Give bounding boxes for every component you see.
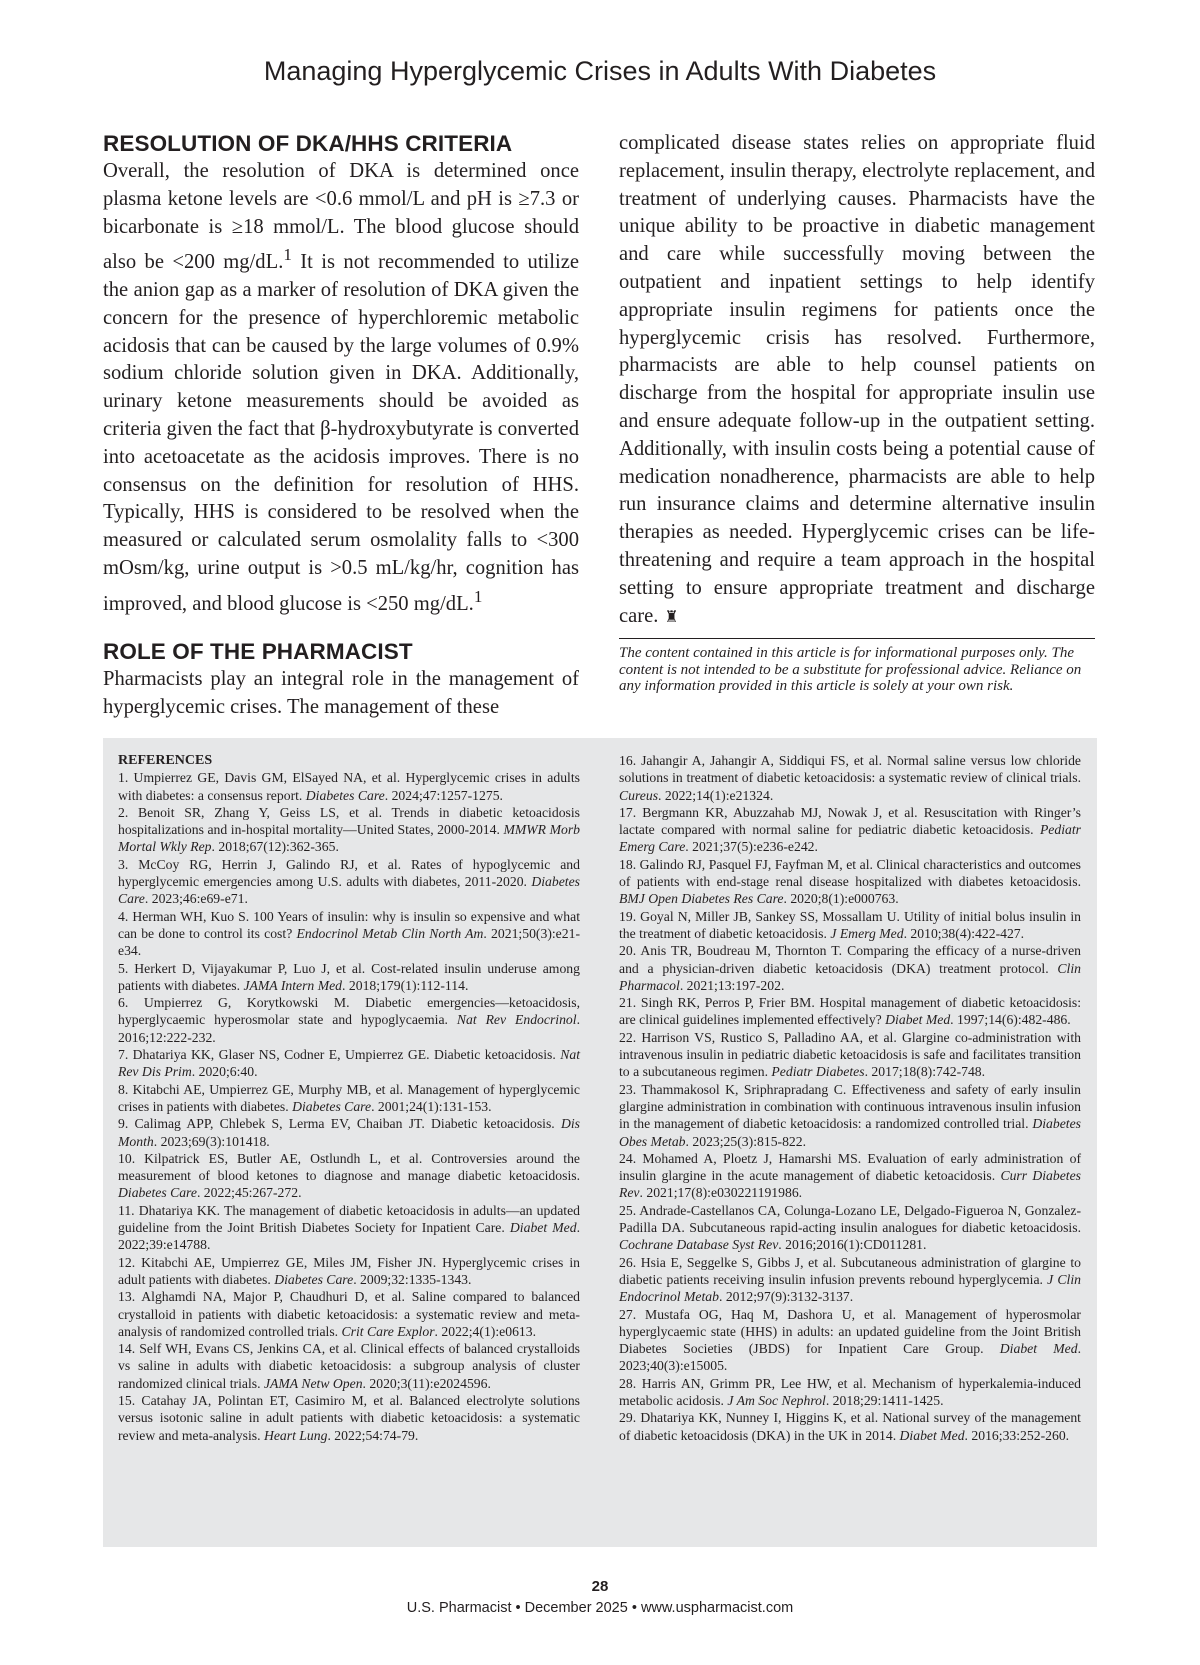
reference-item (118, 1392, 580, 1444)
reference-authors-title: 29. Dhatariya KK, Nunney I, Higgins K, et al. National survey of the management of diabetic ketoacidosis (DKA) in the UK in 2014. (619, 1410, 1081, 1443)
reference-citation: . 2017;18(8):742-748. (864, 1064, 986, 1080)
section-heading-resolution: RESOLUTION OF DKA/HHS CRITERIA (103, 131, 513, 156)
reference-item (619, 1202, 1081, 1254)
reference-authors-title: 15. Catahay JA, Polintan ET, Casimiro M, et al. Balanced electrolyte solutions versus isotonic saline in adult patients with diabetic ketoacidosis: a systematic review and meta-analysis. (118, 1392, 580, 1443)
reference-authors-title: 25. Andrade-Castellanos CA, Colunga-Lozano LE, Delgado-Figueroa N, Gonzalez-Padilla DA. Subcutaneous rapid-acting insulin analogues for diabetic ketoacidosis. (619, 1202, 1081, 1236)
reference-citation: . 2020;3(11):e2024596. (362, 1375, 491, 1391)
reference-item (118, 1202, 580, 1254)
reference-citation: . 2018;179(1):112-114. (342, 977, 469, 993)
reference-item (118, 960, 580, 995)
reference-journal: Curr Diabetes Rev (619, 1168, 1082, 1201)
disclaimer-rule (619, 638, 1095, 639)
reference-journal: Diabetes Care (274, 1271, 354, 1287)
reference-authors-title: 28. Harris AN, Grimm PR, Lee HW, et al. Mechanism of hyperkalemia-induced metabolic acidosis. (619, 1375, 1081, 1408)
reference-authors-title: 26. Hsia E, Seggelke S, Gibbs J, et al. Subcutaneous administration of glargine to diabetic patients receiving insulin infusion prevents rebound hyperglycemia. (619, 1254, 1081, 1287)
reference-journal: Crit Care Explor (341, 1323, 435, 1339)
reference-journal: Pediatr Diabetes (771, 1064, 865, 1080)
reference-citation: . 2023;69(3):101418. (153, 1133, 270, 1149)
reference-item (619, 1306, 1081, 1375)
reference-item (118, 804, 580, 856)
reference-journal: Nat Rev Dis Prim (118, 1047, 580, 1080)
reference-item (118, 1150, 580, 1202)
reference-citation: . 2021;37(5):e236-e242. (685, 839, 818, 855)
reference-item (619, 804, 1081, 856)
page-number: 28 (591, 1578, 609, 1595)
reference-journal: Diabetes Obes Metab (619, 1116, 1081, 1149)
reference-citation: . 2016;12:222-232. (118, 1012, 580, 1045)
reference-citation: . 2020;6:40. (191, 1064, 258, 1080)
reference-item (619, 1409, 1081, 1444)
pharmacist-paragraph-start: Pharmacists play an integral role in the management of hyperglycemic crises. The management of these (103, 668, 579, 719)
reference-item (118, 856, 580, 908)
reference-citation: . 2022;39:e14788. (118, 1220, 580, 1253)
citation-sup: 1 (473, 586, 483, 606)
reference-authors-title: 5. Herkert D, Vijayakumar P, Luo J, et al. Cost-related insulin underuse among patients with diabetes. (118, 960, 580, 993)
reference-authors-title: 18. Galindo RJ, Pasquel FJ, Fayfman M, et al. Clinical characteristics and outcomes of patients with end-stage renal disease hospitalized with diabetes ketoacidosis. (619, 856, 1081, 890)
reference-authors-title: 23. Thammakosol K, Sriphrapradang C. Effectiveness and safety of early insulin glargine administration in combination with continuous intravenous insulin infusion in the management of diabetic ketoacidosis: a randomized controlled trial. (619, 1081, 1081, 1132)
reference-item (619, 752, 1081, 804)
reference-citation: . 2016;33:252-260. (964, 1427, 1070, 1443)
reference-item (619, 994, 1081, 1029)
reference-journal: MMWR Morb Mortal Wkly Rep (118, 822, 580, 855)
reference-journal: Diabetes Care (118, 1185, 197, 1201)
reference-citation: . 2022;45:267-272. (196, 1185, 302, 1201)
reference-citation: . 2012;97(9):3132-3137. (718, 1289, 854, 1305)
reference-authors-title: 24. Mohamed A, Ploetz J, Hamarshi MS. Evaluation of early administration of insulin glargine in the acute management of diabetic ketoacidosis. (619, 1150, 1081, 1184)
disclaimer-text: The content contained in this article is for informational purposes only. The content is not intended to be a substitute for professional advice. Reliance on any information provided in this article is solely at your own risk. (619, 645, 1082, 695)
reference-authors-title: 21. Singh RK, Perros P, Frier BM. Hospital management of diabetic ketoacidosis: are clinical guidelines implemented effectively? (619, 995, 1081, 1028)
reference-citation: . 2023;46:e69-e71. (144, 891, 248, 907)
reference-citation: . 2022;54:74-79. (327, 1427, 419, 1443)
citation-sup: 1 (283, 245, 292, 265)
reference-authors-title: 10. Kilpatrick ES, Butler AE, Ostlundh L, et al. Controversies around the measurement of blood ketones to diagnose and manage diabetic ketoacidosis. (118, 1150, 580, 1184)
references-heading: REFERENCES (118, 753, 213, 768)
reference-citation: . 1997;14(6):482-486. (950, 1012, 1071, 1028)
reference-citation: . 2023;25(3):815-822. (685, 1133, 807, 1149)
reference-journal: Clin Pharmacol (619, 960, 1081, 993)
reference-journal: Dis Month (118, 1116, 580, 1149)
reference-journal: Diabetes Care (305, 787, 385, 803)
reference-citation: . 2018;29:1411-1425. (825, 1392, 944, 1408)
reference-journal: BMJ Open Diabetes Res Care (619, 891, 784, 907)
reference-authors-title: 17. Bergmann KR, Abuzzahab MJ, Nowak J, et al. Resuscitation with Ringer’s lactate compared with normal saline for pediatric diabetic ketoacidosis. (619, 804, 1081, 838)
reference-authors-title: 6. Umpierrez G, Korytkowski M. Diabetic emergencies—ketoacidosis, hyperglycaemic hyperosmolar state and hypoglycaemia. (118, 995, 580, 1028)
reference-journal: J Emerg Med (830, 925, 904, 941)
reference-item (619, 908, 1081, 943)
reference-item (118, 1288, 580, 1340)
reference-authors-title: 14. Self WH, Evans CS, Jenkins CA, et al. Clinical effects of balanced crystalloids vs saline in adults with diabetic ketoacidosis: a subgroup analysis of cluster randomized clinical trials. (118, 1341, 580, 1391)
reference-item (619, 1029, 1081, 1081)
reference-authors-title: 19. Goyal N, Miller JB, Sankey SS, Mossallam U. Utility of initial bolus insulin in the treatment of diabetic ketoacidosis. (619, 908, 1081, 941)
resolution-text-b: It is not recommended to utilize the anion gap as a marker of resolution of DKA given the concern for the presence of hyperchloremic metabolic acidosis that can be caused by the large volumes of 0.9% sodium chloride solution given in DKA. Additionally, urinary ketone measurements should be avoided as criteria given the fact that β-hydroxybutyrate is converted into acetoacetate as the acidosis improves. There is no consensus on the definition for resolution of HHS. Typically, HHS is considered to be resolved when the measured or calculated serum osmolality falls to <300 mOsm/kg, urine output is >0.5 mL/kg/hr, cognition has improved, and blood glucose is <250 mg/dL. (103, 251, 579, 615)
reference-authors-title: 1. Umpierrez GE, Davis GM, ElSayed NA, et al. Hyperglycemic crises in adults with diabetes: a consensus report. (118, 770, 580, 803)
reference-journal: JAMA Intern Med (243, 977, 343, 993)
reference-journal: J Clin Endocrinol Metab (619, 1271, 1082, 1305)
reference-authors-title: 20. Anis TR, Boudreau M, Thornton T. Comparing the efficacy of a nurse-driven and a physician-driven diabetic ketoacidosis (DKA) treatment protocol. (619, 943, 1081, 976)
reference-journal: Diabetes Care (118, 874, 580, 907)
reference-item (118, 908, 580, 960)
reference-authors-title: 8. Kitabchi AE, Umpierrez GE, Murphy MB, et al. Management of hyperglycemic crises in patients with diabetes. (118, 1081, 580, 1114)
reference-journal: Endocrinol Metab Clin North Am (296, 925, 484, 941)
reference-item (118, 1046, 580, 1081)
reference-authors-title: 3. McCoy RG, Herrin J, Galindo RJ, et al. Rates of hypoglycemic and hyperglycemic emergencies among U.S. adults with diabetes, 2011-2020. (118, 856, 580, 890)
reference-item (118, 1081, 580, 1116)
reference-citation: . 2016;2016(1):CD011281. (778, 1237, 927, 1253)
reference-citation: . 2009;32:1335-1343. (353, 1271, 472, 1287)
reference-authors-title: 22. Harrison VS, Rustico S, Palladino AA, et al. Glargine co-administration with intravenous insulin in pediatric diabetic ketoacidosis is safe and facilitates transition to a subcutaneous regimen. (619, 1029, 1081, 1080)
reference-authors-title: 13. Alghamdi NA, Major P, Chaudhuri D, et al. Saline compared to balanced crystalloid in patients with diabetic ketoacidosis: a systematic review and meta-analysis of randomized controlled trials. (118, 1289, 580, 1339)
references-box (103, 738, 1097, 1547)
reference-authors-title: 7. Dhatariya KK, Glaser NS, Codner E, Umpierrez GE. Diabetic ketoacidosis. (118, 1047, 561, 1063)
reference-journal: Diabet Med (999, 1341, 1078, 1357)
reference-journal: Cochrane Database Syst Rev (619, 1237, 779, 1253)
references-column-left (118, 752, 580, 1444)
reference-citation: . 2021;17(8):e030221191986. (639, 1185, 803, 1201)
reference-journal: Pediatr Emerg Care (619, 822, 1081, 855)
footer-publication-line: U.S. Pharmacist • December 2025 • www.uspharmacist.com (406, 1600, 794, 1616)
reference-item (619, 1081, 1081, 1150)
reference-item (118, 1340, 580, 1392)
running-title: Managing Hyperglycemic Crises in Adults With Diabetes (263, 56, 937, 86)
reference-citation: . 2018;67(12):362-365. (211, 839, 339, 855)
reference-journal: Heart Lung (263, 1427, 328, 1443)
reference-journal: Diabetes Care (292, 1098, 372, 1114)
reference-authors-title: 11. Dhatariya KK. The management of diabetic ketoacidosis in adults—an updated guideline from the Joint British Diabetes Society for Inpatient Care. (118, 1202, 580, 1236)
references-column-right (619, 752, 1081, 1444)
reference-item (118, 769, 580, 804)
reference-citation: . 2021;50(3):e21-e34. (118, 925, 581, 959)
reference-citation: . 2010;38(4):422-427. (903, 925, 1025, 941)
left-column (103, 130, 579, 722)
reference-citation: . 2022;14(1):e21324. (658, 787, 774, 803)
reference-authors-title: 12. Kitabchi AE, Umpierrez GE, Miles JM, Fisher JN. Hyperglycemic crises in adult patients with diabetes. (118, 1254, 580, 1287)
pharmacist-text: complicated disease states relies on appropriate fluid replacement, insulin therapy, electrolyte replacement, and treatment of underlying causes. Pharmacists have the unique ability to be proactive in diabetic management and care while successfully moving between the outpatient and inpatient settings to help identify appropriate insulin regimens for patients once the hyperglycemic crisis has resolved. Furthermore, pharmacists are able to help counsel patients on discharge from the hospital for appropriate insulin use and ensure adequate follow-up in the outpatient setting. Additionally, with insulin costs being a potential cause of medication nonadherence, pharmacists are able to help run insurance claims and determine alternative insulin therapies as needed. Hyperglycemic crises can be life-threatening and require a team approach in the hospital setting to ensure appropriate treatment and discharge care. (619, 132, 1095, 627)
reference-journal: Diabet Med (885, 1012, 951, 1028)
reference-item (619, 1150, 1081, 1202)
reference-authors-title: 9. Calimag APP, Chlebek S, Lerma EV, Chaiban JT. Diabetic ketoacidosis. (118, 1116, 561, 1132)
resolution-text-a: Overall, the resolution of DKA is determined once plasma ketone levels are <0.6 mmol/L and pH is ≥7.3 or bicarbonate is ≥18 mmol/L. The blood glucose should also be <200 mg/dL. (103, 160, 579, 274)
reference-authors-title: 4. Herman WH, Kuo S. 100 Years of insulin: why is insulin so expensive and what can be done to control its cost? (118, 908, 580, 941)
reference-item (619, 942, 1081, 994)
end-of-article-icon: ♜ (664, 606, 679, 626)
reference-item (619, 856, 1081, 908)
reference-journal: JAMA Netw Open (263, 1375, 363, 1391)
reference-authors-title: 27. Mustafa OG, Haq M, Dashora U, et al. Management of hyperosmolar hyperglycaemic state (HHS) in adults: an updated guideline from the Joint British Diabetes Societies (JBDS) for Inpatient Care Group. (619, 1306, 1081, 1357)
reference-item (118, 1115, 580, 1150)
reference-item (118, 1254, 580, 1289)
reference-journal: J Am Soc Nephrol (727, 1392, 826, 1408)
reference-citation: . 2021;13:197-202. (679, 977, 785, 993)
reference-citation: . 2020;8(1):e000763. (783, 891, 899, 907)
reference-item (619, 1375, 1081, 1410)
reference-citation: . 2022;4(1):e0613. (434, 1323, 537, 1339)
reference-authors-title: 2. Benoit SR, Zhang Y, Geiss LS, et al. Trends in diabetic ketoacidosis hospitalizations and in-hospital mortality—United States, 2000-2014. (118, 804, 580, 838)
reference-journal: Cureus (619, 787, 659, 803)
reference-authors-title: 16. Jahangir A, Jahangir A, Siddiqui FS, et al. Normal saline versus low chloride solutions in treatment of diabetic ketoacidosis: a systematic review of clinical trials. (619, 753, 1081, 786)
section-heading-pharmacist: ROLE OF THE PHARMACIST (103, 639, 413, 665)
reference-citation: . 2001;24(1):131-153. (371, 1098, 492, 1114)
reference-citation: . 2024;47:1257-1275. (384, 787, 503, 803)
reference-item (619, 1254, 1081, 1306)
right-column (619, 130, 1095, 695)
reference-journal: Nat Rev Endocrinol (456, 1012, 577, 1028)
reference-journal: Diabet Med (509, 1220, 577, 1236)
reference-journal: Diabet Med (899, 1427, 965, 1443)
pharmacist-paragraph-continued (619, 130, 1095, 630)
reference-item (118, 994, 580, 1046)
resolution-paragraph (103, 158, 579, 618)
reference-citation: . 2023;40(3):e15005. (619, 1341, 1081, 1374)
